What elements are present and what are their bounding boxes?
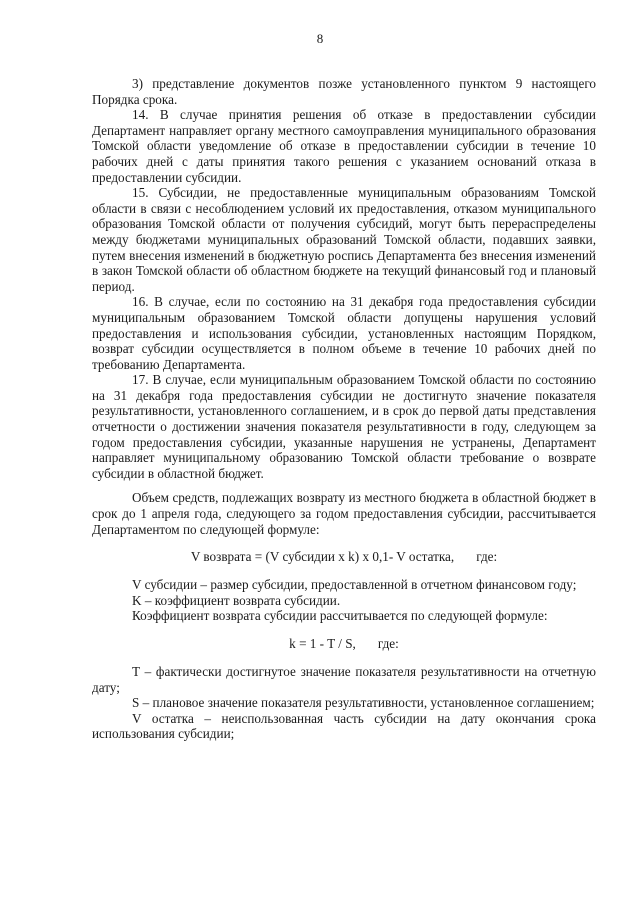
definition-k: K – коэффициент возврата субсидии. [132,592,341,608]
paragraph-section-17: 17. В случае, если муниципальным образованием Томской области по состоянию на 31 декабря года предоставления субсидии не достигнуто значение показателя результативности, установленного соглашением, и в срок до первой даты представления отчетности о достижении значения показателя результативности в году, следующем за годом предоставления субсидии, указанные нарушения не устранены, Департамент направляет муниципальному образованию Томской области требование о возврате субсидии в областной бюджет. [92,372,596,481]
paragraph-section-14: 14. В случае принятия решения об отказе в предоставлении субсидии Департамент направляет органу местного самоуправления муниципального образования Томской области уведомление об отказе в предоставлении субсидии в течение 10 рабочих дней с даты принятия такого решения с указанием оснований отказа в предоставлении субсидии. [92,107,596,185]
page-number: 8 [316,31,324,46]
paragraph-item-3: 3) представление документов позже установленного пунктом 9 настоящего Порядка срока. [92,76,596,107]
paragraph-section-15: 15. Субсидии, не предоставленные муниципальным образованиям Томской области в связи с несоблюдением условий их предоставления, отказом муниципального образования Томской области от получения субсидий, могут быть перераспределены между бюджетами муниципальных образований Томской области, подавших заявки, путем внесения изменений в бюджетную роспись Департамента без внесения изменений в закон Томской области об областном бюджете на текущий финансовый год и плановый период. [92,185,596,294]
definition-t: T – фактически достигнутое значение показателя результативности на отчетную дату; [92,664,596,695]
formula-coefficient [92,636,596,652]
formula-refund-expression: V возврата = (V субсидии x k) x 0,1- V остатка, [190,549,455,565]
formula-refund-where: где: [476,549,498,565]
formula-refund [92,549,596,565]
definition-v-subsidy: V субсидии – размер субсидии, предоставленной в отчетном финансовом году; [132,577,577,593]
paragraph-coefficient-intro: Коэффициент возврата субсидии рассчитывается по следующей формуле: [132,608,548,624]
document-body [92,76,596,742]
definition-v-remainder: V остатка – неиспользованная часть субсидии на дату окончания срока использования субсидии; [92,710,596,742]
definition-s: S – плановое значение показателя результативности, установленное соглашением; [132,695,595,711]
paragraph-refund-volume: Объем средств, подлежащих возврату из местного бюджета в областной бюджет в срок до 1 апреля года, следующего за годом предоставления субсидии, рассчитывается Департаментом по следующей формуле: [92,490,596,537]
formula-coefficient-where: где: [377,636,399,651]
paragraph-section-16: 16. В случае, если по состоянию на 31 декабря года предоставления субсидии муниципальным образованием Томской области допущены нарушения условий предоставления и использования субсидии, установленных настоящим Порядком, возврат субсидии осуществляется в полном объеме в течение 10 рабочих дней по требованию Департамента. [92,294,596,372]
formula-coefficient-expression: k = 1 - T / S, [289,636,356,651]
